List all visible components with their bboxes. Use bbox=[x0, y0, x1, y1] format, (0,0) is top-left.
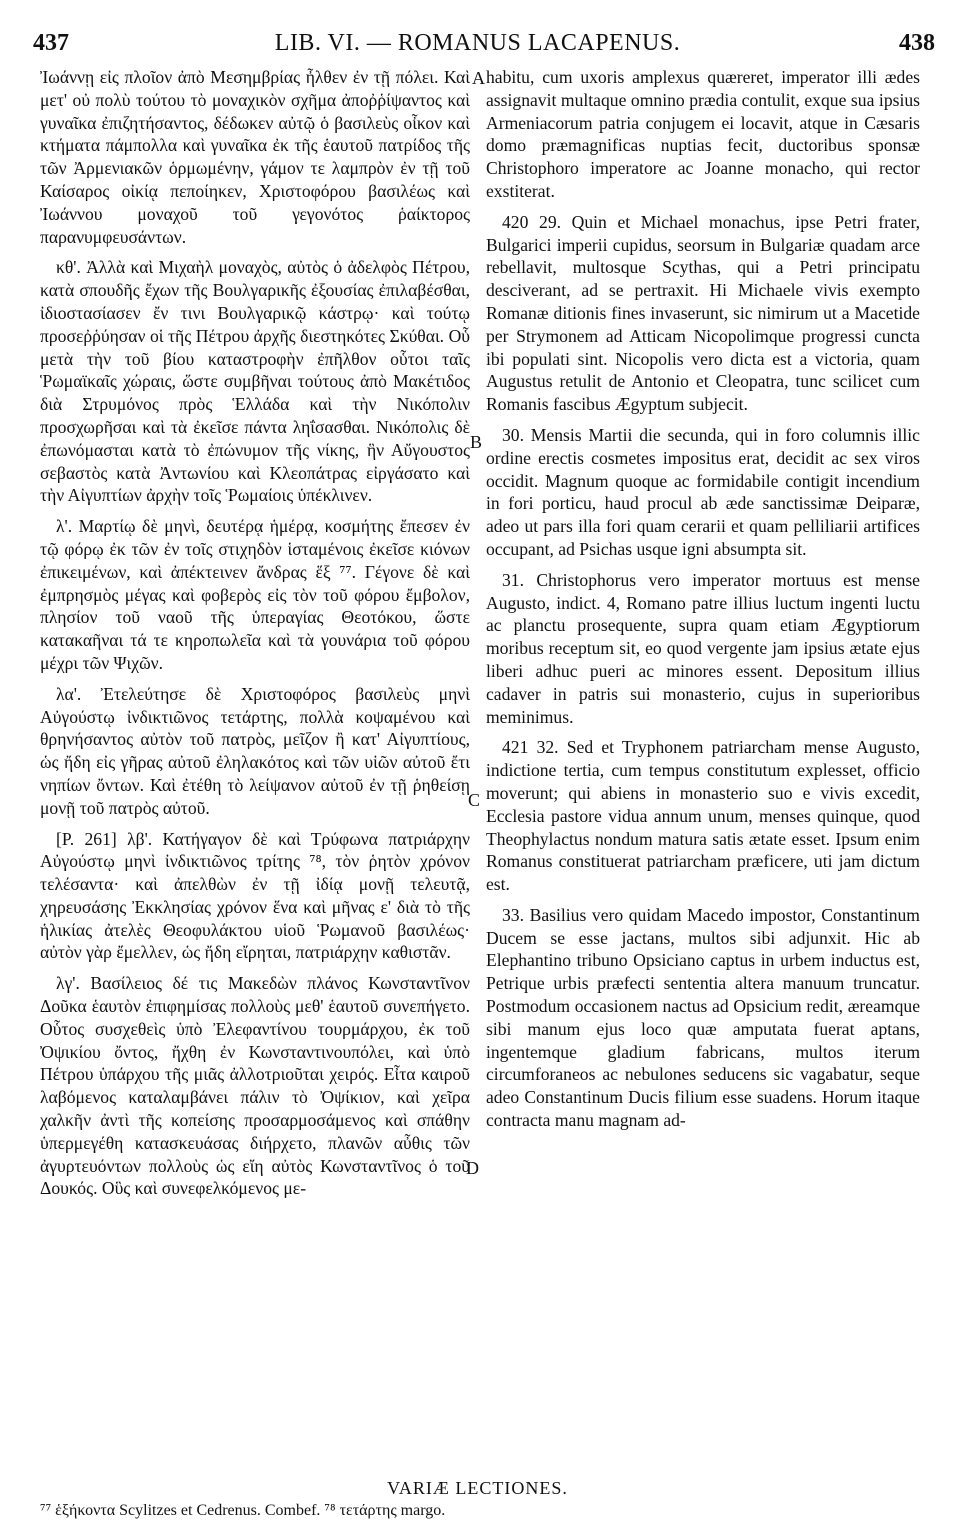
greek-column bbox=[40, 66, 470, 1208]
margin-marker-b: B bbox=[470, 432, 483, 452]
page-header bbox=[0, 30, 955, 60]
greek-paragraph: [P. 261] λβ'. Κατήγαγον δὲ καὶ Τρύφωνα πατριάρχην Αὐγούστῳ μηνὶ ἰνδικτιῶνος τρίτης ⁷⁸, τὸν ῥητὸν χρόνον τελέσαντα· καὶ ἀπελθὼν ἐν τῇ ἰδίᾳ μονῇ τελευτᾷ, χηρευσάσης Ἐκκλησίας χρόνον ἕνα καὶ μῆνας ε' διὰ τὸ τῆς ἡλικίας ἀτελὲς Θεοφυλάκτου υἱοῦ Ῥωμανοῦ βασιλέως· αὐτὸν γὰρ ἔμελλεν, ὡς ἤδη εἴρηται, πατριάρχην καθιστᾶν. bbox=[40, 828, 470, 963]
latin-paragraph: 33. Basilius vero quidam Macedo impostor, Constantinum Ducem se esse jactans, multos sibi adjunxit. Hic ab Elephantino tribuno Opsiciano captus in urbem inductus est, Petrique urbis præfecti sententia altera manuum truncatur. Postmodum occasionem nactus ad Opsicium redit, æreamque sibi manum ejus loco quæ amputata fuerat aptans, ingentemque gladium fabricans, multos iterum circumforaneos ac nebulones seducens sic vagabatur, seque adeo Constantinum Ducis filium esse suadens. Horum itaque contracta manu magnam ad- bbox=[486, 904, 920, 1131]
latin-paragraph: habitu, cum uxoris amplexus quæreret, imperator illi ædes assignavit multaque omnino prædia contulit, exque sua ipsius Armeniacorum patria conjugem ei locavit, atque in Cæsaris domo præmagnificas nuptias fecit, ductoribus sponsæ Christophoro imperatore ac Joanne monacho, qui rector exstiterat. bbox=[486, 67, 920, 201]
latin-column bbox=[486, 66, 920, 1140]
greek-paragraph: κθ'. Ἀλλὰ καὶ Μιχαὴλ μοναχὸς, αὐτὸς ὁ ἀδελφὸς Πέτρου, κατὰ σπουδῆς ἔχων τῆς Βουλγαρικῆς ἐξουσίας ἐπιλαβέσθαι, ἰδιοστασίασεν ἔν τινι Βουλγαρικῷ κάστρῳ· καὶ τούτῳ προσεῤῥύησαν οἱ τῆς Πέτρου ἀρχῆς διεστηκότες Σκύθαι. Οὗ μετὰ τὴν τοῦ βίου καταστροφὴν ἐπῆλθον οὗτοι ταῖς Ῥωμαϊκαῖς χώραις, ὥστε συμβῆναι τούτους ἀπὸ Μακέτιδος διὰ Στρυμόνος πρὸς Ἑλλάδα καὶ τὴν Νικόπολιν προσχωρῆσαι καὶ τὰ ἐκεῖσε πάντα ληΐσασθαι. Νικόπολις δὲ ἐπωνόμασται κατὰ τὸ ἐπώνυμον τῆς νίκης, ἣν Αὔγουστος σεβαστὸς κατὰ Ἀντωνίου καὶ Κλεοπάτρας εἰργάσατο καὶ τὴν Αἰγυπτίων ἀρχὴν τοῖς Ῥωμαίοις ὑπέκλινεν. bbox=[40, 257, 470, 506]
variae-lectiones-heading: VARIÆ LECTIONES. bbox=[387, 1478, 568, 1498]
running-title: LIB. VI. — ROMANUS LACAPENUS. bbox=[274, 30, 681, 56]
greek-paragraph: Ἰωάννῃ εἰς πλοῖον ἀπὸ Μεσημβρίας ἦλθεν ἐν τῇ πόλει. Καὶ μετ' οὐ πολὺ τούτου τὸ μοναχικὸν σχῆμα ἀποῤῥίψαντος καὶ γυναῖκα ἐπιζητήσαντος, δέδωκεν αὐτῷ ὁ βασιλεὺς οἶκον καὶ κτήματα πάμπολλα καὶ γυναῖκα ἐκ τῆς ἑαυτοῦ πατρίδος τῆς τῶν Ἀρμενιακῶν ὁρμωμένην, γάμον τε λαμπρὸν ἐν τῇ τοῦ Καίσαρος οἰκίᾳ πεποίηκεν, Χριστοφόρου βασιλέως καὶ Ἰωάννου μοναχοῦ τοῦ γεγονότος ῥαίκτορος παρανυμφευσάντων. bbox=[40, 67, 470, 247]
latin-paragraph: 31. Christophorus vero imperator mortuus est mense Augusto, indict. 4, Romano patre illius luctum ingenti luctu ac planctu prosequente, supra quam etiam Ægyptiorum moribus receptum sit, eo quod vergente jam ipsius ætate ejus liberi adhuc pueri ac minores essent. Depositum illius cadaver in patris sui monasterio, cujus in superioribus meminimus. bbox=[486, 569, 920, 727]
footnote: ⁷⁷ ἑξήκοντα Scylitzes et Cedrenus. Combef. ⁷⁸ τετάρτης margo. bbox=[40, 1502, 446, 1519]
left-page-number: 437 bbox=[33, 30, 69, 56]
greek-paragraph: λ'. Μαρτίῳ δὲ μηνὶ, δευτέρᾳ ἡμέρᾳ, κοσμήτης ἔπεσεν ἐν τῷ φόρῳ ἐκ τῶν ἐν τοῖς στιχηδὸν ἱσταμένοις ἐκεῖσε κιόνων ἐπικειμένων, καὶ ἀπέκτεινεν ἄνδρας ἕξ ⁷⁷. Γέγονε δὲ καὶ ἐμπρησμὸς μέγας καὶ φοβερὸς εἰς τὸν τοῦ φόρου ἔμβολον, πλησίον τοῦ ναοῦ τῆς ὑπεραγίας Θεοτόκου, ὥστε κατακαῆναι τά τε κηροπωλεῖα καὶ τὰ γουνάρια τοῦ φόρου μέχρι τῶν Ψιχῶν. bbox=[40, 516, 470, 673]
margin-marker-a: A bbox=[472, 68, 485, 88]
right-page-number: 438 bbox=[899, 30, 935, 56]
latin-paragraph: 30. Mensis Martii die secunda, qui in foro columnis illic ordine erectis cosmetes impositus erat, decidit ac sex viros occidit. Magnum quoque ac formidabile contigit incendium in fori porticu, haud procul ab æde sanctissimæ Deiparæ, adeo ut pars illa fori quam cerarii et quam pelliliarii artifices occupant, ad Psichas usque igni absumpta sit. bbox=[486, 424, 920, 559]
greek-paragraph: λα'. Ἐτελεύτησε δὲ Χριστοφόρος βασιλεὺς μηνὶ Αὐγούστῳ ἰνδικτιῶνος τετάρτης, πολλὰ κοψαμένου καὶ θρηνήσαντος αὐτὸν τοῦ πατρὸς, μεῖζον ἢ κατ' Αἰγυπτίους, ὡς ἤδη εἰς γῆρας αὐτοῦ ἐληλακότος καὶ τῶν υἱῶν αὐτοῦ ἔτι νηπίων ὄντων. Καὶ ἐτέθη τὸ λείψανον αὐτοῦ ἐν τῇ ῥηθείσῃ μονῇ τοῦ πατρὸς αὐτοῦ. bbox=[40, 683, 470, 818]
greek-paragraph: λγ'. Βασίλειος δέ τις Μακεδὼν πλάνος Κωνσταντῖνον Δοῦκα ἑαυτὸν ἐπιφημίσας πολλοὺς μεθ' ἑαυτοῦ συνεπήγετο. Οὗτος συσχεθεὶς ὑπὸ Ἐλεφαντίνου τουρμάρχου, ἐκ τοῦ Ὀψικίου ὄντος, ἤχθη ἐν Κωνσταντινουπόλει, καὶ ὑπὸ Πέτρου ὑπάρχου τῆς μιᾶς ἀλλοτριοῦται χειρός. Εἶτα καιροῦ λαβόμενος καταλαμβάνει πάλιν τὸ Ὀψίκιον, καὶ χεῖρα χαλκῆν ἀντὶ τῆς κοπείσης προσαρμοσάμενος καὶ σπάθην ὑπερμεγέθη κατασκευάσας διήρχετο, πλανῶν αὖθις τῶν ἀγυρτευόντων πολλοὺς ὡς εἴη αὐτὸς Κωνσταντῖνος ὁ τοῦ Δουκός. Οὓς καὶ συνεφελκόμενος με- bbox=[40, 973, 470, 1199]
latin-paragraph: 420 29. Quin et Michael monachus, ipse Petri frater, Bulgarici imperii cupidus, seorsum in Bulgariæ quadam arce rebellavit, multosque Scythas, qui a Petri principatu desciverant, ad se pertraxit. Hi Michaele vivis exempto Romanæ ditionis fines invaserunt, sic nimirum ut a Macetide per Strymonem ad Atticam Nicopolimque progressi cuncta ibi populati sint. Nicopolis vero dicta est a victoria, quam Augustus retulit de Antonio et Cleopatra, tunc scilicet cum Romanis fascibus Ægyptum subjecit. bbox=[486, 211, 920, 415]
latin-paragraph: 421 32. Sed et Tryphonem patriarcham mense Augusto, indictione tertia, cum tempus constitutum explesset, officio moverunt; qui abiens in monasterio suo e vivis excedit, Ecclesia pastore vidua annum unum, menses quinque, quod Theophylactus nondum matura satis ætate esset. Ipsum enim Romanus constituerat patriarcham præficere, uti jam dictum est. bbox=[486, 737, 920, 895]
margin-marker-d: D bbox=[466, 1158, 479, 1178]
margin-marker-c: C bbox=[468, 790, 481, 810]
